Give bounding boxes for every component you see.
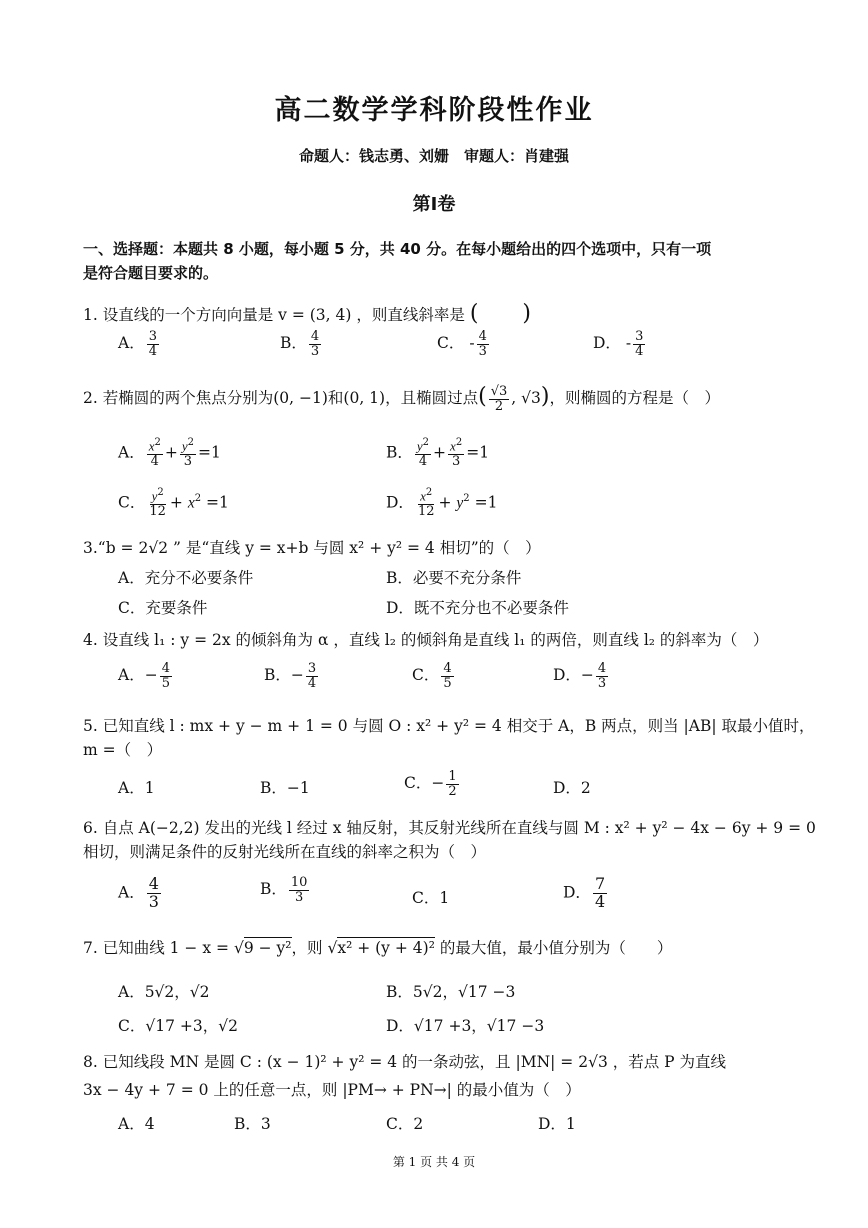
fraction: $\frac{3}{4}$	[148, 329, 157, 359]
q4-option-c: C． $\frac{4}{5}$	[412, 661, 452, 691]
q1-option-b: B． $\frac{4}{3}$	[280, 329, 320, 359]
page-title: 高二数学学科阶段性作业	[274, 95, 594, 126]
q8-option-a: A．4	[118, 1115, 155, 1133]
q1-vector: v = (3, 4)	[278, 306, 352, 324]
q1-stem-end: ，则直线斜率是	[356, 306, 465, 324]
q8-option-c: C．2	[386, 1115, 424, 1133]
q6-option-b: B． $\frac{10}{3}$	[260, 875, 308, 905]
q1-stem: 1. 设直线的一个方向向量是	[83, 306, 274, 324]
q8-option-b: B．3	[234, 1115, 271, 1133]
q3-option-d: D．既不充分也不必要条件	[386, 599, 569, 617]
q4-option-a: A．− $\frac{4}{5}$	[118, 661, 170, 691]
fraction: $\frac{3}{4}$	[635, 329, 644, 359]
q6-option-a: A． $\frac{4}{3}$	[118, 874, 159, 911]
q7-option-d: D．√17 +3，√17 −3	[386, 1017, 545, 1035]
q7-option-a: A．5√2，√2	[118, 983, 210, 1001]
question-3: 3.“b = 2√2 ” 是“直线 y = x+b 与圆 x² + y² = 4 相切”的（ ）	[83, 539, 541, 557]
question-6-line2: 相切，则满足条件的反射光线所在直线的斜率之积为（ ）	[83, 843, 487, 861]
q6-option-c: C．1	[412, 889, 450, 907]
question-4: 4. 设直线 l₁ : y = 2x 的倾斜角为 α ，直线 l₂ 的倾斜角是直线 l₁ 的两倍，则直线 l₂ 的斜率为（ ）	[83, 631, 769, 649]
q3-option-b: B．必要不充分条件	[386, 569, 522, 587]
question-5-line1: 5. 已知直线 l : mx + y − m + 1 = 0 与圆 O : x² + y² = 4 相交于 A，B 两点，则当 |AB| 取最小值时，	[83, 717, 815, 735]
q2-option-d: D． $\frac{x^2}{12}$ + $y^2 =1$	[386, 487, 498, 519]
q5-option-b: B．−1	[260, 779, 310, 797]
question-8-line2: 3x − 4y + 7 = 0 上的任意一点，则 |PM→ + PN→| 的最小值为（ ）	[83, 1081, 581, 1099]
q3-option-c: C．充要条件	[118, 599, 208, 617]
question-1	[83, 296, 531, 327]
question-6-line1: 6. 自点 A(−2,2) 发出的光线 l 经过 x 轴反射，其反射光线所在直线与圆 M : x² + y² − 4x − 6y + 9 = 0	[83, 819, 816, 837]
q6-option-d: D． $\frac{7}{4}$	[563, 874, 606, 911]
answer-paren: ( )	[469, 301, 531, 326]
q5-option-c: C．− $\frac{1}{2}$	[404, 769, 457, 799]
q4-option-d: D．− $\frac{4}{3}$	[553, 661, 607, 691]
q2-option-b: B． $\frac{y^2}{4}$ + $\frac{x^2}{3}$ =1	[386, 437, 490, 469]
q2-option-c: C． $\frac{y^2}{12}$ + $x^2 =1$	[118, 487, 229, 519]
q1-option-a: A． $\frac{3}{4}$	[118, 329, 157, 359]
fraction: $\frac{4}{3}$	[478, 329, 487, 359]
q3-option-a: A．充分不必要条件	[118, 569, 254, 587]
fraction: $\frac{√3}{2}$	[490, 383, 508, 414]
section-instructions-line1: 一、选择题：本题共 8 小题，每小题 5 分，共 40 分。在每小题给出的四个选项中，只有一项	[83, 240, 712, 258]
q5-option-d: D．2	[553, 779, 591, 797]
q1-option-d: D． - $\frac{3}{4}$	[593, 329, 644, 359]
q8-option-d: D．1	[538, 1115, 576, 1133]
q1-option-c: C． - $\frac{4}{3}$	[437, 329, 487, 359]
q7-option-b: B．5√2，√17 −3	[386, 983, 516, 1001]
q2-option-a: A． $\frac{x^2}{4}$ + $\frac{y^2}{3}$ =1	[118, 437, 221, 469]
page-footer: 第 1 页 共 4 页	[392, 1155, 476, 1169]
q7-option-c: C．√17 +3，√2	[118, 1017, 238, 1035]
question-7: 7. 已知曲线 1 − x = √9 − y²，则 √x² + (y + 4)² 的最大值，最小值分别为（ ）	[83, 939, 673, 957]
question-8-line1: 8. 已知线段 MN 是圆 C : (x − 1)² + y² = 4 的一条动弦，且 |MN| = 2√3 ，若点 P 为直线	[83, 1053, 727, 1071]
q4-option-b: B．− $\frac{3}{4}$	[264, 661, 317, 691]
section-instructions-line2: 是符合题目要求的。	[83, 264, 219, 282]
volume-heading: 第Ⅰ卷	[412, 194, 456, 215]
authors-line: 命题人：钱志勇、刘姗 审题人：肖建强	[298, 147, 569, 165]
q5-option-a: A．1	[118, 779, 155, 797]
question-2: 2. 若椭圆的两个焦点分别为(0, −1)和(0, 1)，且椭圆过点( $\frac{√3}{2}$ , √3)，则椭圆的方程是（ ）	[83, 383, 720, 414]
fraction: $\frac{4}{3}$	[310, 329, 320, 359]
question-5-line2: m =（ ）	[83, 741, 163, 759]
